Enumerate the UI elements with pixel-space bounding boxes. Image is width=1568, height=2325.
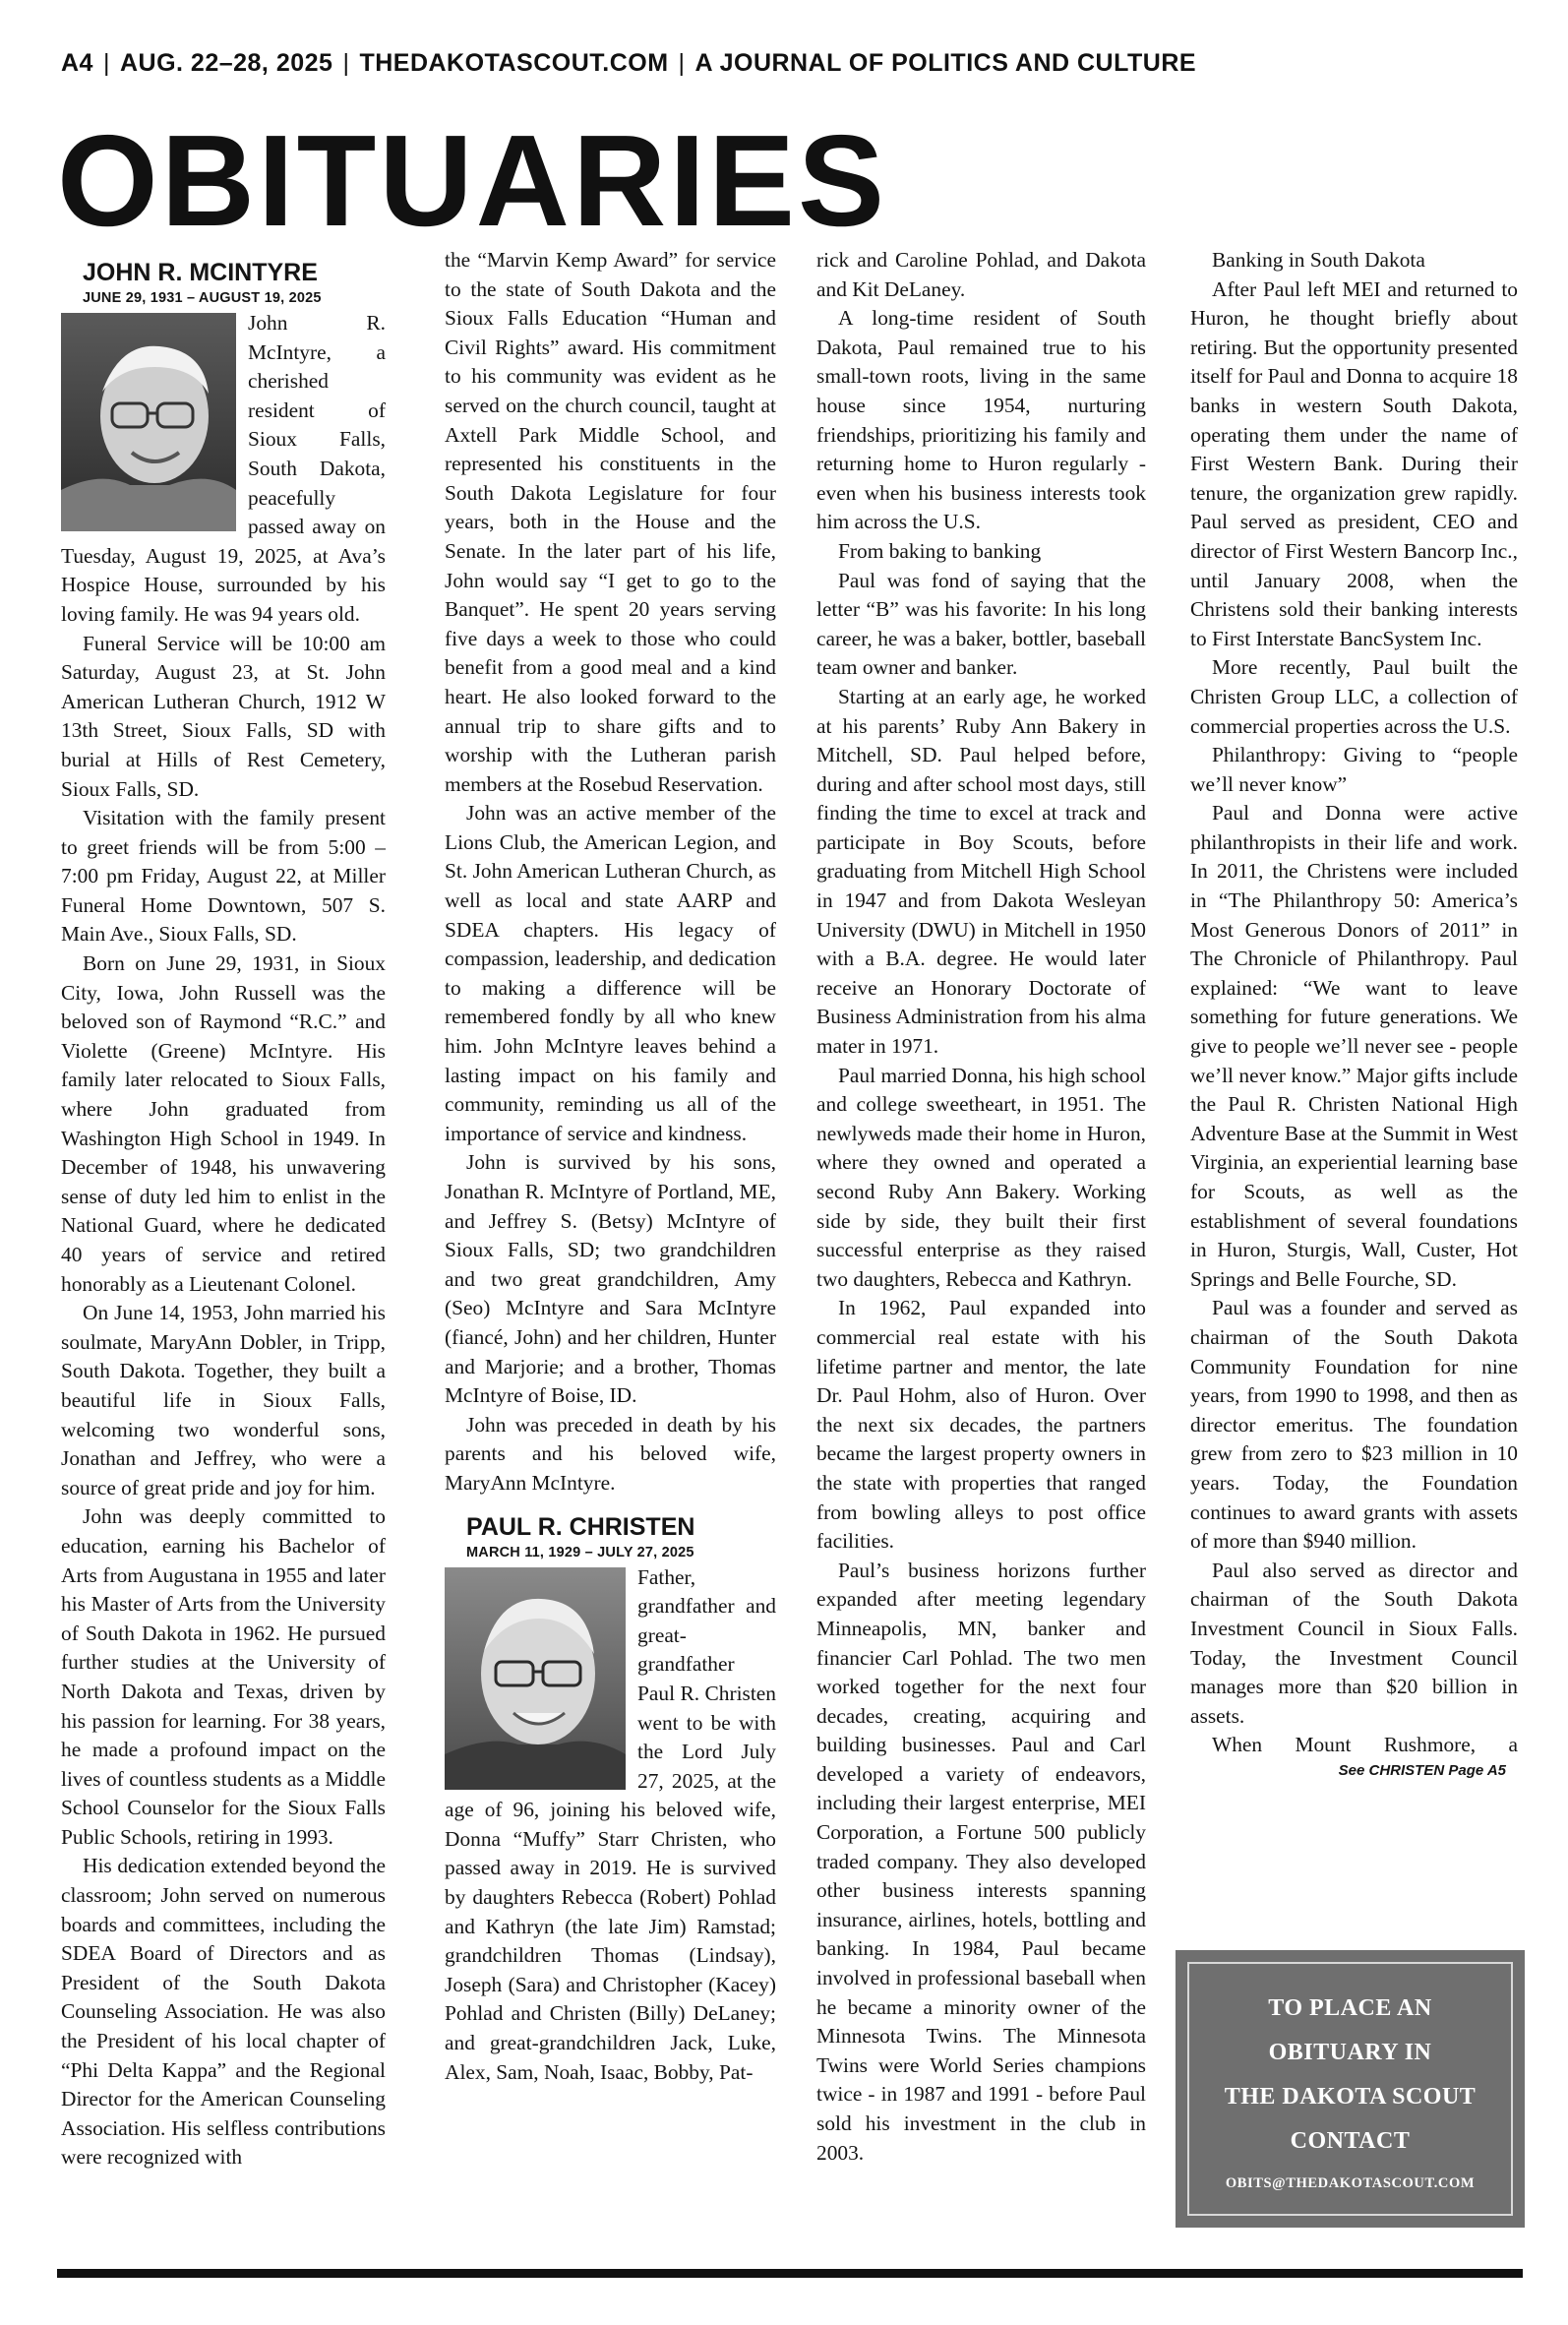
- obit-paragraph: Paul and Donna were active philanthropists in their life and work. In 2011, the Christens were included in “The Philanthropy 50: America’s Most Generous Donors of 2011” in The Chronicle of Philanthropy. Paul explained: “We want to leave something for future generations. We give to people we’ll never see - people we’ll never know.” Major gifts include the Paul R. Christen National High Adventure Base at the Summit in West Virginia, an experiential learning base for Scouts, as well as the establishment of several foundations in Huron, Sturgis, Wall, Custer, Hot Springs and Belle Fourche, SD.: [1190, 801, 1518, 1291]
- obit-dates: JUNE 29, 1931 – AUGUST 19, 2025: [83, 290, 322, 306]
- portrait-icon: [445, 1567, 626, 1790]
- ad-line: THE DAKOTA SCOUT: [1224, 2083, 1477, 2110]
- obituary-ad-border: [1187, 1962, 1513, 2216]
- obit-subhead: Banking in South Dakota: [1212, 248, 1425, 272]
- obit-paragraph: Paul’s business horizons further expanded after meeting legendary Minneapolis, MN, banker and financier Carl Pohlad. The two men worked together for the next four decades, creating, acquiring and building businesses. Paul and Carl developed a variety of endeavors, including their largest enterprise, MEI Corporation, a Fortune 500 publicly traded company. They also developed other business interests spanning insurance, airlines, hotels, bottling and banking. In 1984, Paul became involved in professional baseball when he became a minority owner of the Minnesota Twins. The Minnesota Twins were World Series champions twice - in 1987 and 1991 - before Paul sold his investment in the club in 2003.: [816, 1558, 1146, 2165]
- continued-link[interactable]: See CHRISTEN Page A5: [1338, 1761, 1506, 1779]
- column-2: [445, 246, 776, 2087]
- obit-paragraph: Paul was a founder and served as chairman of the South Dakota Community Foundation for nine years, from 1990 to 1998, and then as director emeritus. The foundation grew from zero to $23 million in 10 years. Today, the Foundation continues to award grants with assets of more than $940 million.: [1190, 1296, 1518, 1554]
- ad-line: TO PLACE AN: [1268, 1994, 1432, 2021]
- page-header: A4 | AUG. 22–28, 2025 | THEDAKOTASCOUT.COM | A JOURNAL OF POLITICS AND CULTURE: [61, 49, 1197, 77]
- obit-paragraph: rick and Caroline Pohlad, and Dakota and Kit DeLaney.: [816, 248, 1146, 301]
- obit-paragraph: On June 14, 1953, John married his soulmate, MaryAnn Dobler, in Tripp, South Dakota. Together, they built a beautiful life in Sioux Falls, welcoming two wonderful sons, Jonathan and Jeffrey, who were a source of great pride and joy for him.: [61, 1301, 386, 1499]
- issue-date: AUG. 22–28, 2025: [119, 49, 333, 77]
- obit-paragraph: Paul also served as director and chairman of the South Dakota Investment Council in Sioux Falls. Today, the Investment Council manages more than $20 billion in assets.: [1190, 1558, 1518, 1728]
- ad-line: CONTACT: [1290, 2127, 1411, 2154]
- obit-paragraph: More recently, Paul built the Christen Group LLC, a collection of commercial properties across the U.S.: [1190, 655, 1518, 738]
- ad-line: OBITUARY IN: [1268, 2039, 1432, 2065]
- column-1: [61, 258, 386, 2172]
- obit-paragraph: John was preceded in death by his parents and his beloved wife, MaryAnn McIntyre.: [445, 1412, 776, 1495]
- obit-paragraph: Starting at an early age, he worked at his parents’ Ruby Ann Bakery in Mitchell, SD. Paul helped before, during and after school most days, still finding the time to excel at track and participate in Boy Scouts, before graduating from Mitchell High School in 1947 and from Dakota Wesleyan University (DWU) in Mitchell in 1950 with a B.A. degree. He would later receive an Honorary Doctorate of Business Administration from his alma mater in 1971.: [816, 684, 1146, 1059]
- obit-paragraph: Paul was fond of saying that the letter “B” was his favorite: In his long career, he was a baker, bottler, baseball team owner and banker.: [816, 568, 1146, 680]
- obit-paragraph: Paul married Donna, his high school and college sweetheart, in 1951. The newlyweds made their home in Huron, where they owned and operated a second Ruby Ann Bakery. Working side by side, they built their first successful enterprise as they raised two daughters, Rebecca and Kathryn.: [816, 1063, 1146, 1291]
- obit-paragraph: John was deeply committed to education, earning his Bachelor of Arts from Augustana in 1955 and later his Master of Arts from the University of South Dakota in 1962. He pursued further studies at the University of North Dakota and Texas, driven by his passion for learning. For 38 years, he made a profound impact on the lives of countless students as a Middle School Counselor for the Sioux Falls Public Schools, retiring in 1993.: [61, 1504, 386, 1849]
- obit-dates: MARCH 11, 1929 – JULY 27, 2025: [466, 1544, 694, 1560]
- obituary-ad-box: [1176, 1950, 1525, 2228]
- ad-email-link[interactable]: OBITS@THEDAKOTASCOUT.COM: [1225, 2174, 1476, 2191]
- obit-paragraph: Born on June 29, 1931, in Sioux City, Iowa, John Russell was the beloved son of Raymond “R.C.” and Violette (Greene) McIntyre. His family later relocated to Sioux Falls, where John graduated from Washington High School in 1949. In December of 1948, his unwavering sense of duty led him to enlist in the National Guard, where he dedicated 40 years of service and retired honorably as a Lieutenant Colonel.: [61, 951, 386, 1296]
- column-3: [816, 246, 1146, 2168]
- obit-paragraph: A long-time resident of South Dakota, Paul remained true to his small-town roots, living in the same house since 1954, nurturing friendships, prioritizing his family and returning home to Huron regularly - even when his business interests took him across the U.S.: [816, 306, 1146, 534]
- section-title: OBITUARIES: [57, 108, 888, 253]
- portrait-photo-mcintyre: [61, 313, 236, 531]
- column-4: [1190, 246, 1518, 1782]
- obit-paragraph: John is survived by his sons, Jonathan R. McIntyre of Portland, ME, and Jeffrey S. (Betsy) McIntyre of Sioux Falls, SD; two grandchildren and two great grandchildren, Amy (Seo) McIntyre and Sara McIntyre (fiancé, John) and her children, Hunter and Marjorie; and a brother, Thomas McIntyre of Boise, ID.: [445, 1150, 776, 1408]
- obit-paragraph: Funeral Service will be 10:00 am Saturday, August 23, at St. John American Lutheran Church, 1912 W 13th Street, Sioux Falls, SD with burial at Hills of Rest Cemetery, Sioux Falls, SD.: [61, 631, 386, 801]
- obit-paragraph: After Paul left MEI and returned to Huron, he thought briefly about retiring. But the opportunity presented itself for Paul and Donna to acquire 18 banks in western South Dakota, operating them under the name of First Western Bank. During their tenure, the organization grew rapidly. Paul served as president, CEO and director of First Western Bancorp Inc., until January 2008, when the Christens sold their banking interests to First Interstate BancSystem Inc.: [1190, 276, 1518, 650]
- obit-name: PAUL R. CHRISTEN: [466, 1512, 695, 1541]
- obit-paragraph: In 1962, Paul expanded into commercial real estate with his lifetime partner and mentor, the late Dr. Paul Hohm, also of Huron. Over the next six decades, the partners became the largest property owners in the state with properties that ranged from bowling alleys to post office facilities.: [816, 1296, 1146, 1554]
- page-number: A4: [61, 49, 93, 77]
- obit-paragraph: the “Marvin Kemp Award” for service to the state of South Dakota and the Sioux Falls Education “Human and Civil Rights” award. His commitment to his community was evident as he served on the church council, taught at Axtell Park Middle School, and represented his constituents in the South Dakota Legislature for four years, both in the House and the Senate. In the later part of his life, John would say “I get to go to the Banquet”. He spent 20 years serving five days a week to those who could benefit from a good meal and a kind heart. He also looked forward to the annual trip to share gifts and to worship with the Lutheran parish members at the Rosebud Reservation.: [445, 248, 776, 796]
- obit-paragraph: John was an active member of the Lions Club, the American Legion, and St. John American Lutheran Church, as well as local and state AARP and SDEA chapters. His legacy of compassion, leadership, and dedication to making a difference will be remembered fondly by all who knew him. John McIntyre leaves behind a lasting impact on his family and community, reminding us all of the importance of service and kindness.: [445, 801, 776, 1145]
- portrait-icon: [61, 313, 236, 531]
- obit-paragraph: His dedication extended beyond the classroom; John served on numerous boards and committees, including the SDEA Board of Directors and as President of the South Dakota Counseling Association. He was also the President of his local chapter of “Phi Delta Kappa” and the Regional Director for the American Counseling Association. His selfless contributions were recognized with: [61, 1854, 386, 2170]
- bottom-rule: [57, 2269, 1523, 2278]
- obit-paragraph: John R. McIntyre, a cherished resident of Sioux Falls, South Dakota, peacefully passed away on Tuesday, August 19, 2025, at Ava’s Hospice House, surrounded by his loving family. He was 94 years old.: [61, 311, 386, 626]
- obit-paragraph: When Mount Rushmore, a: [1212, 1733, 1518, 1757]
- obit-name: JOHN R. MCINTYRE: [83, 259, 318, 286]
- obit-subhead: From baking to banking: [838, 538, 1042, 563]
- site-name: THEDAKOTASCOUT.COM: [359, 49, 669, 77]
- obit-subhead: Philanthropy: Giving to “people we’ll never know”: [1190, 743, 1518, 796]
- tagline: A JOURNAL OF POLITICS AND CULTURE: [694, 49, 1197, 77]
- portrait-photo-christen: [445, 1567, 626, 1790]
- obit-paragraph: Father, grandfather and great-grandfather Paul R. Christen went to be with the Lord July 27, 2025, at the age of 96, joining his beloved wife, Donna “Muffy” Starr Christen, who passed away in 2019. He is survived by daughters Rebecca (Robert) Pohlad and Kathryn (the late Jim) Ramstad; grandchildren Thomas (Lindsay), Joseph (Sara) and Christopher (Kacey) Pohlad and Christen (Billy) DeLaney; and great-grandchildren Jack, Luke, Alex, Sam, Noah, Isaac, Bobby, Pat-: [445, 1564, 776, 2084]
- obit-paragraph: Visitation with the family present to greet friends will be from 5:00 – 7:00 pm Friday, August 22, at Miller Funeral Home Downtown, 507 S. Main Ave., Sioux Falls, SD.: [61, 806, 386, 947]
